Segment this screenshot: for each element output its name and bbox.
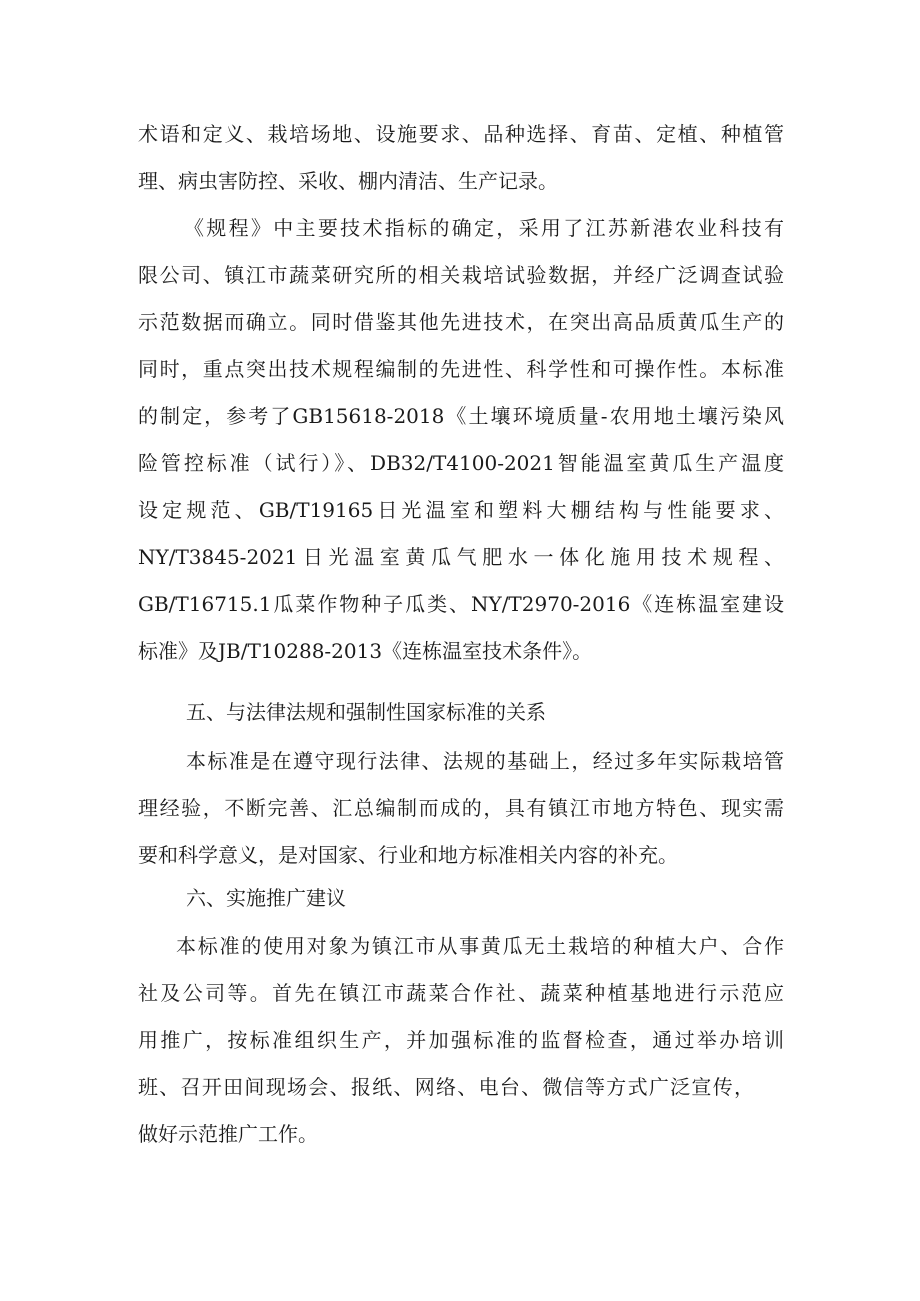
paragraph-line: 险管控标准（试行）》、DB32/T4100-2021智能温室黄瓜生产温度 [138,451,784,475]
paragraph-line: 社及公司等。首先在镇江市蔬菜合作社、蔬菜种植基地进行示范应 [138,981,784,1005]
paragraph-line: GB/T16715.1瓜菜作物种子瓜类、NY/T2970-2016《连栋温室建设 [138,592,784,616]
paragraph-line: 限公司、镇江市蔬菜研究所的相关栽培试验数据，并经广泛调查试验 [138,263,784,287]
paragraph-line: 理、病虫害防控、采收、棚内清洁、生产记录。 [138,169,558,193]
paragraph-line: NY/T3845-2021日光温室黄瓜气肥水一体化施用技术规程、 [138,545,784,569]
section-heading: 五、与法律法规和强制性国家标准的关系 [186,700,546,724]
paragraph-line: 用推广，按标准组织生产，并加强标准的监督检查，通过举办培训 [138,1028,784,1052]
paragraph-line: 理经验，不断完善、汇总编制而成的，具有镇江市地方特色、现实需 [138,796,784,820]
paragraph-line: 同时，重点突出技术规程编制的先进性、科学性和可操作性。本标准 [138,357,784,381]
paragraph-line: 要和科学意义，是对国家、行业和地方标准相关内容的补充。 [138,843,678,867]
section-heading: 六、实施推广建议 [186,886,346,910]
paragraph-line: 本标准是在遵守现行法律、法规的基础上，经过多年实际栽培管 [186,749,784,773]
paragraph-line: 班、召开田间现场会、报纸、网络、电台、微信等方式广泛宣传， [138,1075,754,1099]
paragraph-line: 做好示范推广工作。 [138,1122,318,1146]
paragraph-line: 《规程》中主要技术指标的确定，采用了江苏新港农业科技有 [184,216,784,240]
paragraph-line: 的制定，参考了GB15618-2018《土壤环境质量-农用地土壤污染风 [138,404,784,428]
paragraph-line: 术语和定义、栽培场地、设施要求、品种选择、育苗、定植、种植管 [138,122,784,146]
paragraph-line: 示范数据而确立。同时借鉴其他先进技术，在突出高品质黄瓜生产的 [138,310,784,334]
paragraph-line: 本标准的使用对象为镇江市从事黄瓜无土栽培的种植大户、合作 [176,934,784,958]
paragraph-line: 设定规范、GB/T19165日光温室和塑料大棚结构与性能要求、 [138,498,784,522]
paragraph-line: 标准》及JB/T10288-2013《连栋温室技术条件》。 [138,639,593,663]
